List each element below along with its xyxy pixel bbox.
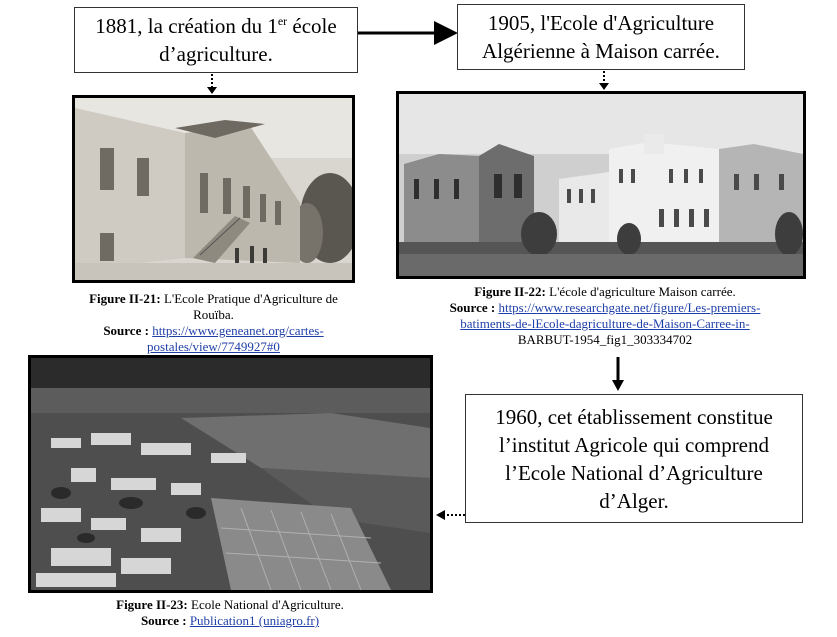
photo-ecole-nationale-aerienne — [28, 355, 433, 593]
caption-22-source-line: Source : https://www.researchgate.net/figure/Les-premiers- — [449, 300, 761, 315]
caption-22-title-line: Figure II-22: L'école d'agriculture Maison carrée. — [474, 284, 736, 299]
caption-figure-21 — [72, 291, 355, 355]
timeline-box-1881 — [74, 7, 358, 73]
source-link-21[interactable]: https://www.geneanet.org/cartes- — [152, 323, 324, 338]
timeline-box-1960 — [465, 394, 803, 523]
caption-22-source-line3: BARBUT-1954_fig1_303334702 — [517, 332, 693, 347]
box-1881-line1: 1881, la création du 1er école — [95, 14, 337, 38]
box-1960-line1: 1960, cet établissement constitue — [495, 404, 773, 429]
caption-21-source-line2 — [72, 339, 355, 355]
timeline-box-1905 — [457, 4, 745, 70]
source-link-22[interactable]: https://www.researchgate.net/figure/Les-premiers- — [498, 300, 761, 315]
box-1960-line3: l’Ecole National d’Agriculture — [505, 460, 763, 485]
box-1960-line2: l’institut Agricole qui comprend — [498, 432, 770, 457]
caption-figure-22 — [410, 284, 800, 348]
source-link-23[interactable]: Publication1 (uniagro.fr) — [189, 613, 320, 628]
box-1905-line1: 1905, l'Ecole d'Agriculture — [487, 11, 715, 35]
source-link-22-cont[interactable]: batiments-de-lEcole-dagriculture-de-Maison-Carree-in- — [460, 316, 750, 331]
source-link-21-cont[interactable]: postales/view/7749927#0 — [147, 339, 280, 354]
caption-21-source-line: Source : https://www.geneanet.org/cartes- — [103, 323, 324, 338]
photo-ecole-rouiba — [72, 95, 355, 283]
caption-23-source-line: Source : Publication1 (uniagro.fr) — [140, 613, 320, 628]
photo-ecole-maison-carree — [396, 91, 806, 279]
caption-21-title-line: Figure II-21: L'Ecole Pratique d'Agriculture de Rouïba. — [89, 291, 338, 322]
caption-figure-23 — [60, 597, 400, 629]
box-1960-line4: d’Alger. — [599, 488, 669, 513]
box-1881-line2: d’agriculture. — [159, 42, 273, 66]
caption-23-title-line: Figure II-23: Ecole National d'Agriculture. — [116, 597, 344, 612]
caption-22-source-line2 — [410, 316, 800, 332]
box-1905-line2: Algérienne à Maison carrée. — [482, 39, 720, 63]
